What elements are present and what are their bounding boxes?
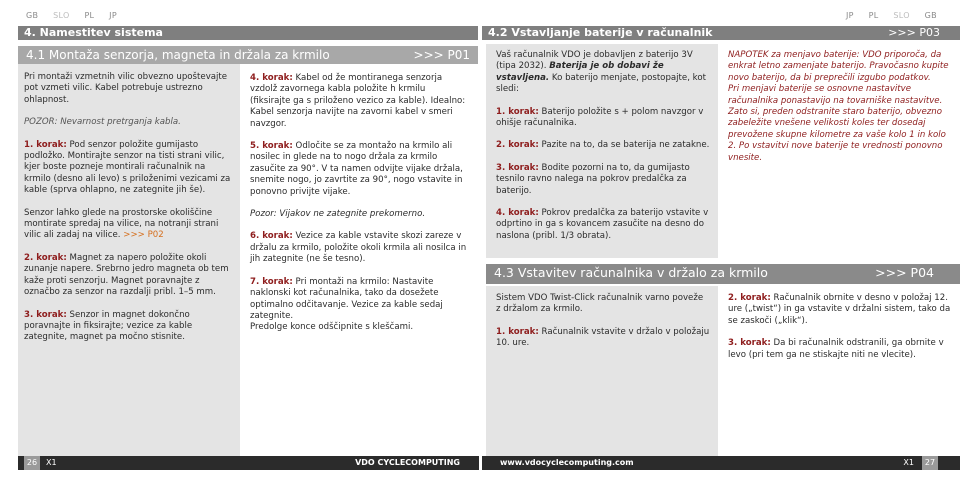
step-7-extra: Predolge konce odščipnite s kleščami. [250, 322, 414, 333]
step-label: 5. korak: [250, 141, 293, 152]
step-text: Kabel od že montiranega senzorja vzdolž zavornega kabla položite h krmilu (fiksirajte ga s priloženo vezico za kable). Idealno: Kabel senzorja navijte na zavorni kabel v smeri navzgor. [250, 73, 466, 129]
ref-p02: >>> P02 [123, 230, 164, 241]
intro-bold: Baterija je ob dobavi že vstavljena. [496, 61, 664, 83]
step-7 [250, 277, 468, 334]
battery-step-1 [496, 107, 710, 130]
footer-left [18, 456, 480, 470]
battery-tip-1: NAPOTEK za menjavo baterije: VDO priporoča, da enkrat letno zamenjate baterijo. Pravočasno kupite novo baterijo, da bi preprečili izgubo podatkov. [728, 50, 949, 83]
footer-model-left: X1 [46, 458, 57, 467]
left-col-1 [18, 64, 240, 456]
language-tabs-right [846, 11, 949, 20]
step-text: Pri montaži na krmilo: Nastavite naklonski kot računalnika, tako da dosežete optimalno odčitavanje. Vezice za kable sedaj zategnite. [250, 276, 443, 321]
section-title-text: 4.2 Vstavljanje baterije v računalnik [488, 26, 713, 39]
mount-step-3 [728, 338, 954, 361]
mount-step-2 [728, 293, 954, 327]
step-text: Senzor in magnet dokončno poravnajte in fiksirajte; vezice za kable zategnite, magnet pa močno stisnite. [24, 309, 193, 343]
section-ref-p04: >>> P04 [875, 265, 934, 280]
lang-tab-jp[interactable]: JP [846, 11, 854, 20]
page-number-right: 27 [922, 456, 938, 470]
fork-note: Pri montaži vzmetnih vilic obvezno upoštevajte pot vzmeti vilic. Kabel potrebuje ustrezno ohlapnost. [24, 72, 228, 105]
step-5 [250, 141, 468, 198]
mount-col-1 [486, 286, 718, 456]
step-label: 4. korak: [496, 208, 539, 219]
lang-tab-pl[interactable]: PL [84, 11, 95, 20]
step-text: Pokrov predalčka za baterijo vstavite v odprtino in ga s kovancem zasučite na desno do naslona (pribl. 1/3 obrata). [496, 208, 709, 241]
section-title-left [18, 26, 478, 40]
step-text: Bodite pozorni na to, da gumijasto tesnilo ravno nalega na pokrov predalčka za baterijo. [496, 162, 690, 196]
section-ref-p03: >>> P03 [888, 26, 940, 39]
step-label: 3. korak: [728, 338, 771, 349]
step-text: Računalnik vstavite v držalo v položaju 10. ure. [496, 326, 710, 349]
subsection-ref: >>> P01 [413, 48, 470, 62]
step-text: Pod senzor položite gumijasto podložko. Montirajte senzor na tisti strani vilic, kjer boste pozneje montirali računalnik na krmilo (desno ali levo) s priloženimi vezicami za kable (sprva ohlapno, ne zategnite jih še). [24, 139, 231, 196]
step-text: Pazite na to, da se baterija ne zatakne. [538, 140, 710, 151]
mount-step-1 [496, 327, 710, 350]
battery-step-3 [496, 163, 710, 197]
subsection-title: 4.1 Montaža senzorja, magneta in držala za krmilo [26, 48, 330, 62]
lang-tab-slo[interactable]: SLO [53, 11, 70, 20]
battery-col-1 [486, 44, 718, 258]
page-divider [479, 0, 481, 480]
step-text: Računalnik obrnite v desno v položaj 12. ure („twist“) in ga vstavite v držalni sistem, tako da se zaskoči („klik“). [728, 293, 951, 326]
mount-col-2 [722, 286, 958, 372]
lang-tab-pl[interactable]: PL [868, 11, 879, 20]
step-label: 2. korak: [24, 252, 67, 263]
step-6 [250, 231, 468, 265]
lang-tab-slo[interactable]: SLO [893, 11, 910, 20]
warning-screws: Pozor: Vijakov ne zategnite prekomerno. [250, 209, 426, 220]
step-1 [24, 140, 234, 197]
footer-right [482, 456, 960, 470]
step-3 [24, 310, 234, 344]
step-2 [24, 253, 234, 299]
battery-tip-2: Pri menjavi baterije se osnovne nastavitve računalnika ponastavijo na tovarniške nastavitve. Zato si, preden odstranite staro baterijo, obvezno zabeležite vnešene velikosti koles ter dosedaj prevožene skupne kilometre za vaše kolo 1 in kolo 2. Po vstavitvi nove baterije te vrednosti ponovno vnesite. [728, 84, 946, 163]
section-title-right [482, 26, 960, 40]
intro-rest: Ko baterijo menjate, postopajte, kot sledi: [496, 72, 706, 95]
intro-text: Vaš računalnik VDO je dobavljen z baterijo 3V (tipa 2032). [496, 50, 693, 72]
footer-brand: VDO CYCLECOMPUTING [355, 458, 460, 467]
step-label: 1. korak: [24, 139, 67, 150]
step-text: Baterijo položite s + polom navzgor v ohišje računalnika. [496, 106, 704, 129]
footer-url[interactable]: www.vdocyclecomputing.com [500, 458, 634, 467]
step-label: 3. korak: [496, 162, 539, 173]
mount-intro: Sistem VDO Twist-Click računalnik varno poveže z držalom za krmilo. [496, 293, 704, 315]
lang-tab-gb[interactable]: GB [26, 11, 39, 20]
language-tabs-left [26, 11, 129, 20]
note-text: Senzor lahko glede na prostorske okoliščine montirate spredaj na vilice, na notranji strani vilic ali zadaj na vilice. [24, 207, 219, 241]
step-text: Odločite se za montažo na krmilo ali nosilec in glede na to nogo držala za krmilo zasučite za 90°. V ta namen odvijte vijake držala, snemite nogo, jo zavrtite za 90°, nogo vstavite in ponovno privijte vijake. [250, 141, 463, 197]
battery-step-4 [496, 208, 710, 242]
battery-intro [496, 50, 710, 96]
section-title-text: 4. Namestitev sistema [24, 26, 163, 39]
left-col-2 [244, 64, 474, 345]
battery-col-2 [722, 44, 958, 175]
warning-cable: POZOR: Nevarnost pretrganja kabla. [24, 117, 181, 128]
subsection-header [18, 46, 478, 64]
step-label: 2. korak: [496, 140, 539, 151]
lang-tab-jp[interactable]: JP [109, 11, 117, 20]
section-2-header [486, 264, 960, 284]
step-text: Vezice za kable vstavite skozi zareze v držalu za krmilo, položite okoli krmila ali nosilca in jih zategnite (ne še tesno). [250, 231, 467, 265]
step-label: 6. korak: [250, 231, 293, 242]
sensor-position-note [24, 208, 234, 242]
step-4 [250, 73, 468, 130]
step-label: 2. korak: [728, 293, 771, 303]
page-number-left: 26 [24, 456, 40, 470]
step-label: 3. korak: [24, 309, 67, 320]
lang-tab-gb[interactable]: GB [924, 11, 937, 20]
step-label: 1. korak: [496, 326, 539, 337]
step-label: 7. korak: [250, 276, 293, 287]
step-text: Da bi računalnik odstranili, ga obrnite v levo (pri tem ga ne stiskajte niti ne vlecite). [728, 338, 944, 360]
step-label: 4. korak: [250, 73, 293, 83]
step-text: Magnet za napero položite okoli zunanje napere. Srebrno jedro magneta ob tem kaže proti senzorju. Magnet poravnajte z označbo za senzor na razdalji pribl. 1–5 mm. [24, 252, 229, 298]
section-2-title: 4.3 Vstavitev računalnika v držalo za krmilo [494, 265, 768, 280]
step-label: 1. korak: [496, 106, 539, 117]
footer-model-right: X1 [903, 458, 914, 467]
battery-step-2 [496, 140, 710, 151]
